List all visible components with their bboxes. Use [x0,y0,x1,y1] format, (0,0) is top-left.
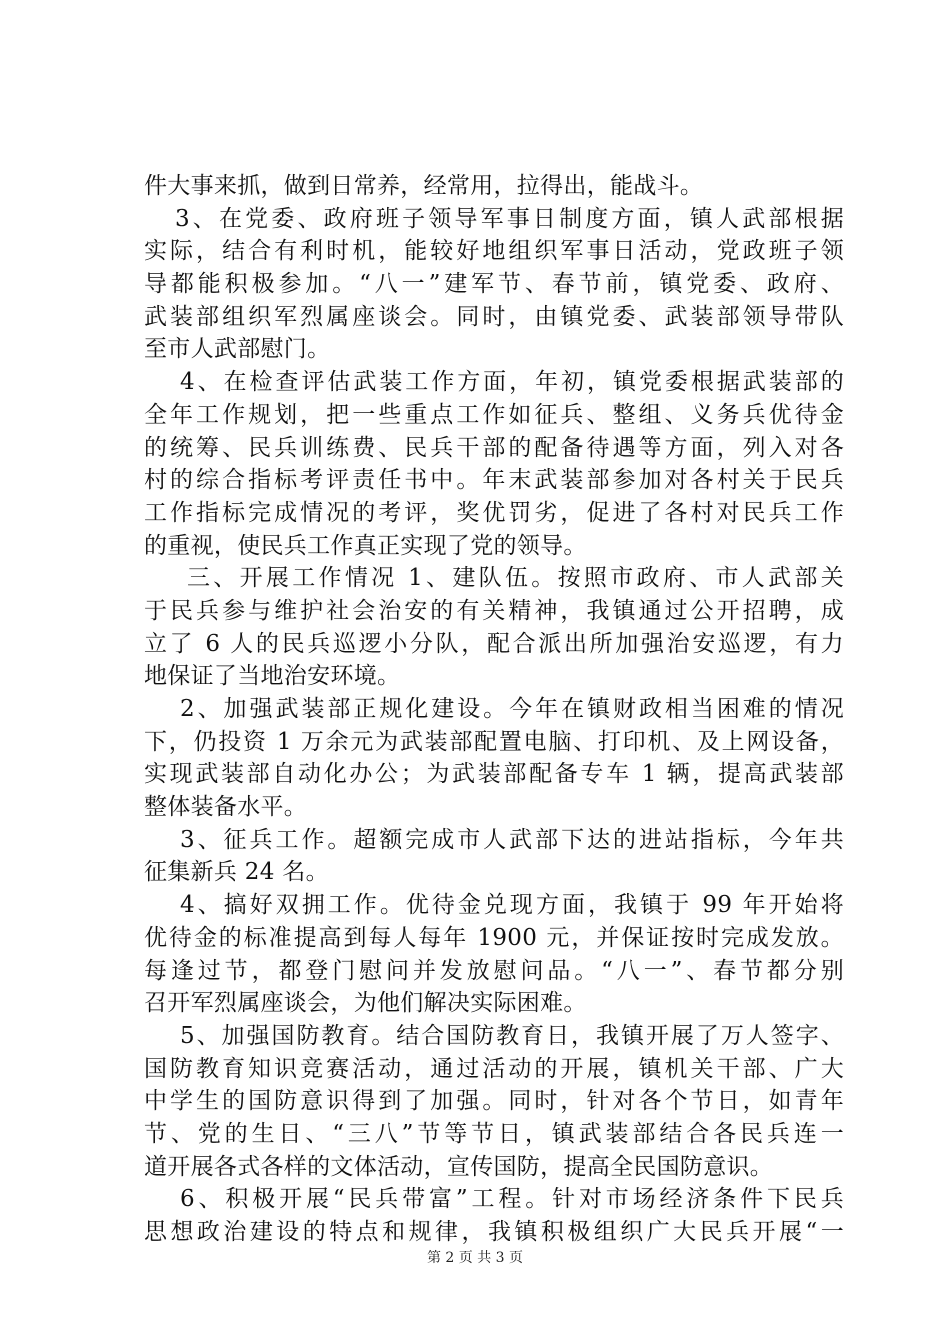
text-line: 6、积极开展“民兵带富”工程。针对市场经济条件下民兵 [180,1186,844,1213]
text-line: 3、征兵工作。超额完成市人武部下达的进站指标，今年共 [180,826,844,853]
text-line: 整体装备水平。 [144,794,308,821]
text-line: 的统筹、民兵训练费、民兵干部的配备待遇等方面，列入对各 [144,434,844,461]
text-line: 优待金的标准提高到每人每年 1900 元，并保证按时完成发放。 [144,924,844,951]
text-line: 征集新兵 24 名。 [144,859,329,886]
text-line: 实际，结合有利时机，能较好地组织军事日活动，党政班子领 [144,238,844,265]
text-line: 2、加强武装部正规化建设。今年在镇财政相当困难的情况 [180,696,844,722]
text-line: 全年工作规划，把一些重点工作如征兵、整组、义务兵优待金 [144,401,844,428]
text-line: 4、在检查评估武装工作方面，年初，镇党委根据武装部的 [180,369,844,396]
text-line: 5、加强国防教育。结合国防教育日，我镇开展了万人签字、 [180,1022,844,1049]
text-line: 于民兵参与维护社会治安的有关精神，我镇通过公开招聘，成 [144,597,844,624]
body-text [144,170,844,1249]
text-line: 件大事来抓，做到日常养，经常用，拉得出，能战斗。 [144,173,704,199]
text-line: 至市人武部慰门。 [144,336,331,363]
text-line: 的重视，使民兵工作真正实现了党的领导。 [144,532,587,559]
text-line: 中学生的国防意识得到了加强。同时，针对各个节日，如青年 [144,1088,844,1115]
text-line: 武装部组织军烈属座谈会。同时，由镇党委、武装部领导带队 [144,303,844,330]
text-line: 每逢过节，都登门慰问并发放慰问品。“八一”、春节都分别 [144,957,844,984]
text-line: 节、党的生日、“三八”节等节日，镇武装部结合各民兵连一 [144,1120,844,1147]
text-line: 三、开展工作情况 1、建队伍。按照市政府、市人武部关 [187,565,844,592]
text-line: 国防教育知识竞赛活动，通过活动的开展，镇机关干部、广大 [144,1055,844,1082]
text-line: 3、在党委、政府班子领导军事日制度方面，镇人武部根据 [175,205,844,232]
text-line: 下，仍投资 1 万余元为武装部配置电脑、打印机、及上网设备， [144,728,844,755]
text-line: 导都能积极参加。“八一”建军节、春节前，镇党委、政府、 [144,271,844,298]
text-line: 立了 6 人的民兵巡逻小分队，配合派出所加强治安巡逻，有力 [144,630,844,657]
page-number-footer: 第 2 页 共 3 页 [426,1250,524,1266]
text-line: 召开军烈属座谈会，为他们解决实际困难。 [144,990,587,1017]
text-line: 4、搞好双拥工作。优待金兑现方面，我镇于 99 年开始将 [180,892,844,919]
text-line: 村的综合指标考评责任书中。年末武装部参加对各村关于民兵 [144,467,844,494]
text-line: 地保证了当地治安环境。 [144,663,401,690]
text-line: 实现武装部自动化办公；为武装部配备专车 1 辆，提高武装部 [144,761,844,788]
text-line: 工作指标完成情况的考评，奖优罚劣，促进了各村对民兵工作 [144,499,844,526]
text-line: 道开展各式各样的文体活动，宣传国防，提高全民国防意识。 [144,1153,774,1180]
text-line: 思想政治建设的特点和规律，我镇积极组织广大民兵开展“一 [144,1219,844,1245]
